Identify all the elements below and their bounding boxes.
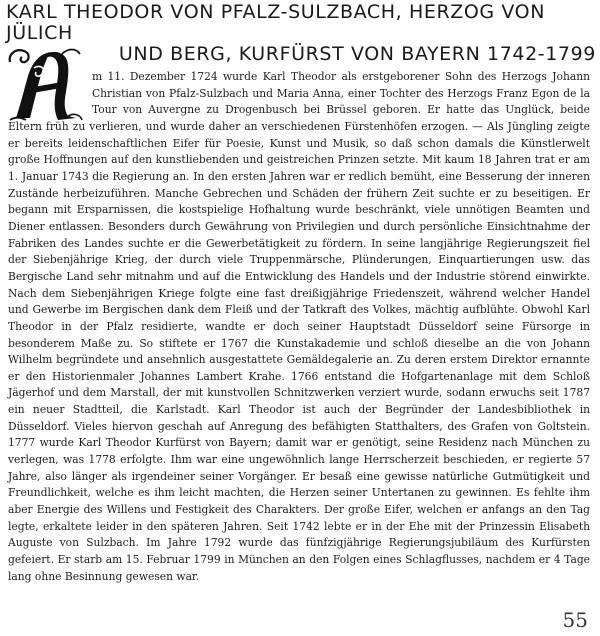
title-line-2: UND BERG, KURFÜRST VON BAYERN 1742-1799 xyxy=(118,43,596,65)
article-body xyxy=(8,69,590,585)
page-title xyxy=(6,2,598,65)
title-line-1: KARL THEODOR VON PFALZ-SULZBACH, HERZOG VON JÜLICH xyxy=(6,1,546,44)
article-text: m 11. Dezember 1724 wurde Karl Theodor als erstgeborener Sohn des Herzogs Johann Christian von Pfalz-Sulzbach und Maria Anna, einer Tochter des Herzogs Franz Egon de la Tour von Auvergne zu Drogenbusch bei Brüssel geboren. Er hatte das Unglück, beide Eltern früh zu verlieren, und wurde daher an verschiedenen Fürstenhöfen erzogen. — Als Jüngling zeigte er bereits leidenschaftlichen Eifer für Poesie, Kunst und Musik, so daß schon damals die Künstlerwelt große Hoffnungen auf den kunstliebenden und geistreichen Prinzen setzte. Mit kaum 18 Jahren trat er am 1. Januar 1743 die Regierung an. In den ersten Jahren war er redlich bemüht, eine Besserung der inneren Zustände herbeizuführen. Manche Gebrechen und Schäden der frühern Zeit suchte er zu beseitigen. Er begann mit Ersparnissen, die kostspielige Hofhaltung wurde beschränkt, viele unnötigen Beamten und Diener entlassen. Besonders durch Gewährung von Privilegien und durch persönliche Einsichtnahme der Fabriken des Landes suchte er die Gewerbetätigkeit zu fördern. In seine langjährige Regierungszeit fiel der Siebenjährige Krieg, der durch viele Truppenmärsche, Plünderungen, Einquartierungen usw. das Bergische Land sehr mitnahm und auf die Entwicklung des Handels und der Industrie störend einwirkte. Nach dem Siebenjährigen Kriege folgte eine fast dreißigjährige Friedenszeit, während welcher Handel und Gewerbe im Bergischen dank dem Fleiß und der Tatkraft des Volkes, mächtig aufblühte. Obwohl Karl Theodor in der Pfalz residierte, wandte er doch seiner Hauptstadt Düsseldorf seine Fürsorge in besonderem Maße zu. So stiftete er 1767 die Kunstakademie und schloß dieselbe an die von Johann Wilhelm begründete und ansehnlich ausgestattete Gemäldegalerie an. Zu deren erstem Direktor ernannte er den Historienmaler Johannes Lambert Krahe. 1766 entstand die Hofgartenanlage mit dem Schloß Jägerhof und dem Marstall, der mit kunstvollen Schnitzwerken verziert wurde, sodann erwuchs seit 1787 ein neuer Stadtteil, die Karlstadt. Karl Theodor ist auch der Begründer der Landesbibliothek in Düsseldorf. Vieles hiervon geschah auf Anregung des befähigten Statthalters, des Grafen von Goltstein. 1777 wurde Karl Theodor Kurfürst von Bayern; damit war er genötigt, seine Residenz nach München zu verlegen, was 1778 erfolgte. Ihm war eine ungewöhnlich lange Herrscherzeit beschieden, er regierte 57 Jahre, also länger als irgendeiner seiner Vorgänger. Er besaß eine gewisse natürliche Gutmütigkeit und Freundlichkeit, welche es ihm leicht machten, die Herzen seiner Untertanen zu gewinnen. Es fehlte ihm aber Energie des Willens und Festigkeit des Charakters. Der große Eifer, welchen er anfangs an den Tag legte, erkaltete leider in den späteren Jahren. Seit 1742 lebte er in der Ehe mit der Prinzessin Elisabeth Auguste von Sulzbach. Im Jahre 1792 wurde das fünfzigjährige Regierungsjubiläum des Kurfürsten gefeiert. Er starb am 15. Februar 1799 in München an den Folgen eines Schlagflusses, nachdem er 4 Tage lang ohne Besinnung gewesen war. xyxy=(8,70,590,583)
page-number: 55 xyxy=(562,608,588,632)
dropcap-spacer xyxy=(8,69,92,116)
